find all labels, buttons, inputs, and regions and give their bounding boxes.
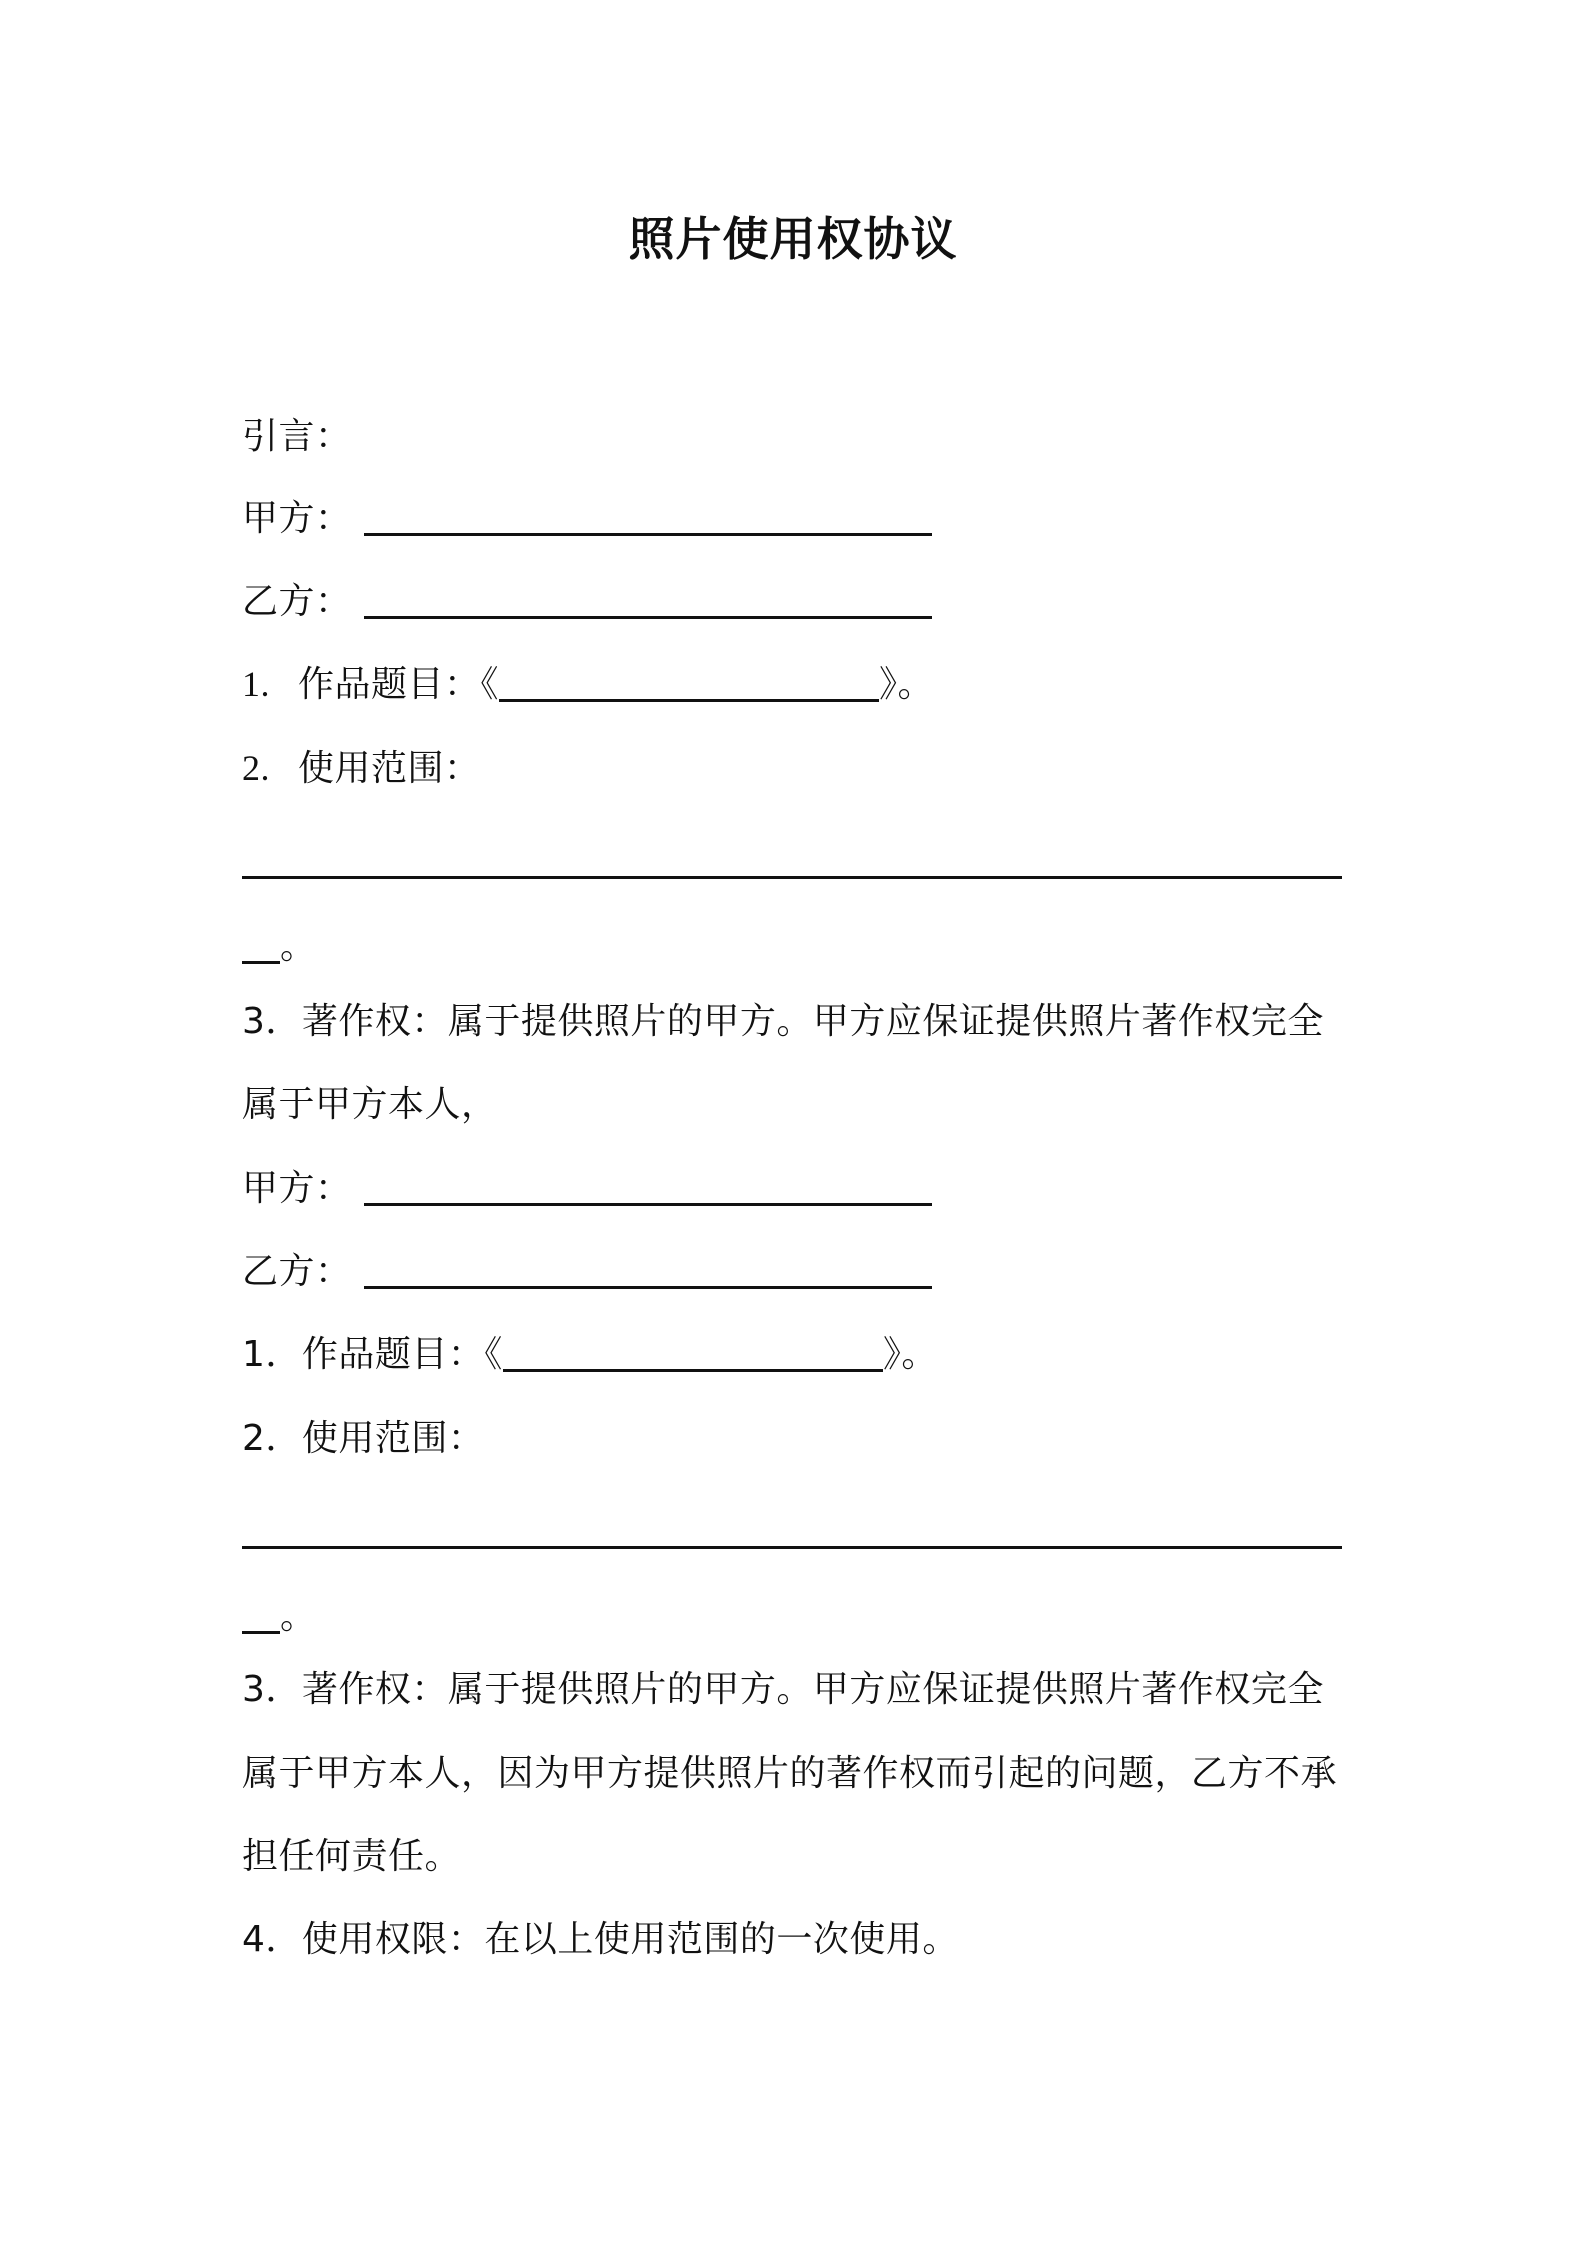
party-a-label: 甲方： (242, 1168, 352, 1209)
document-title: 照片使用权协议 (628, 212, 958, 266)
party-b-blank[interactable] (364, 580, 932, 619)
usage-scope-tail-blank[interactable] (242, 925, 280, 964)
party-b-line-2 (242, 1250, 932, 1293)
usage-scope-line-2: 2．使用范围： (242, 1418, 485, 1459)
work-title-label: 1．作品题目：《 (242, 1334, 503, 1375)
item-number: 1. (242, 664, 270, 704)
work-title-blank[interactable] (499, 663, 879, 702)
work-title-label: 作品题目：《 (298, 664, 500, 705)
usage-scope-tail-line-2 (242, 1595, 317, 1638)
usage-scope-label: 使用范围： (298, 748, 481, 789)
party-b-blank[interactable] (364, 1250, 932, 1289)
work-title-suffix: 》。 (882, 1334, 938, 1375)
intro-label: 引言： (242, 416, 352, 457)
item-number: 2. (242, 748, 270, 788)
copyright-text-line-1: 3．著作权：属于提供照片的甲方。甲方应保证提供照片著作权完全 (242, 1001, 1324, 1042)
party-b-line-1 (242, 580, 932, 623)
copyright-text-line-3: 担任何责任。 (242, 1836, 462, 1877)
work-title-line-2 (242, 1333, 938, 1376)
party-a-line-1 (242, 497, 932, 540)
usage-scope-blank-line-1 (242, 840, 1342, 883)
usage-scope-tail-line-1 (242, 925, 317, 968)
party-b-label: 乙方： (242, 1251, 352, 1292)
usage-scope-tail: 。 (280, 1596, 317, 1637)
party-a-blank[interactable] (364, 1167, 932, 1206)
usage-scope-line-1 (242, 747, 481, 790)
usage-scope-blank-line-2 (242, 1510, 1342, 1553)
work-title-suffix: 》。 (879, 664, 935, 705)
work-title-line-1 (242, 663, 934, 706)
party-a-blank[interactable] (364, 497, 932, 536)
copyright-text-line-1: 3．著作权：属于提供照片的甲方。甲方应保证提供照片著作权完全 (242, 1669, 1324, 1710)
usage-scope-tail: 。 (280, 926, 317, 967)
usage-scope-blank[interactable] (242, 1510, 1342, 1549)
copyright-text-line-2: 属于甲方本人，因为甲方提供照片的著作权而引起的问题，乙方不承 (242, 1753, 1338, 1794)
usage-scope-tail-blank[interactable] (242, 1595, 280, 1634)
work-title-blank[interactable] (503, 1333, 883, 1372)
copyright-text-line-2: 属于甲方本人， (242, 1084, 498, 1125)
party-a-line-2 (242, 1167, 932, 1210)
usage-rights-line: 4．使用权限：在以上使用范围的一次使用。 (242, 1919, 959, 1960)
usage-scope-blank[interactable] (242, 840, 1342, 879)
party-a-label: 甲方： (242, 498, 352, 539)
party-b-label: 乙方： (242, 581, 352, 622)
